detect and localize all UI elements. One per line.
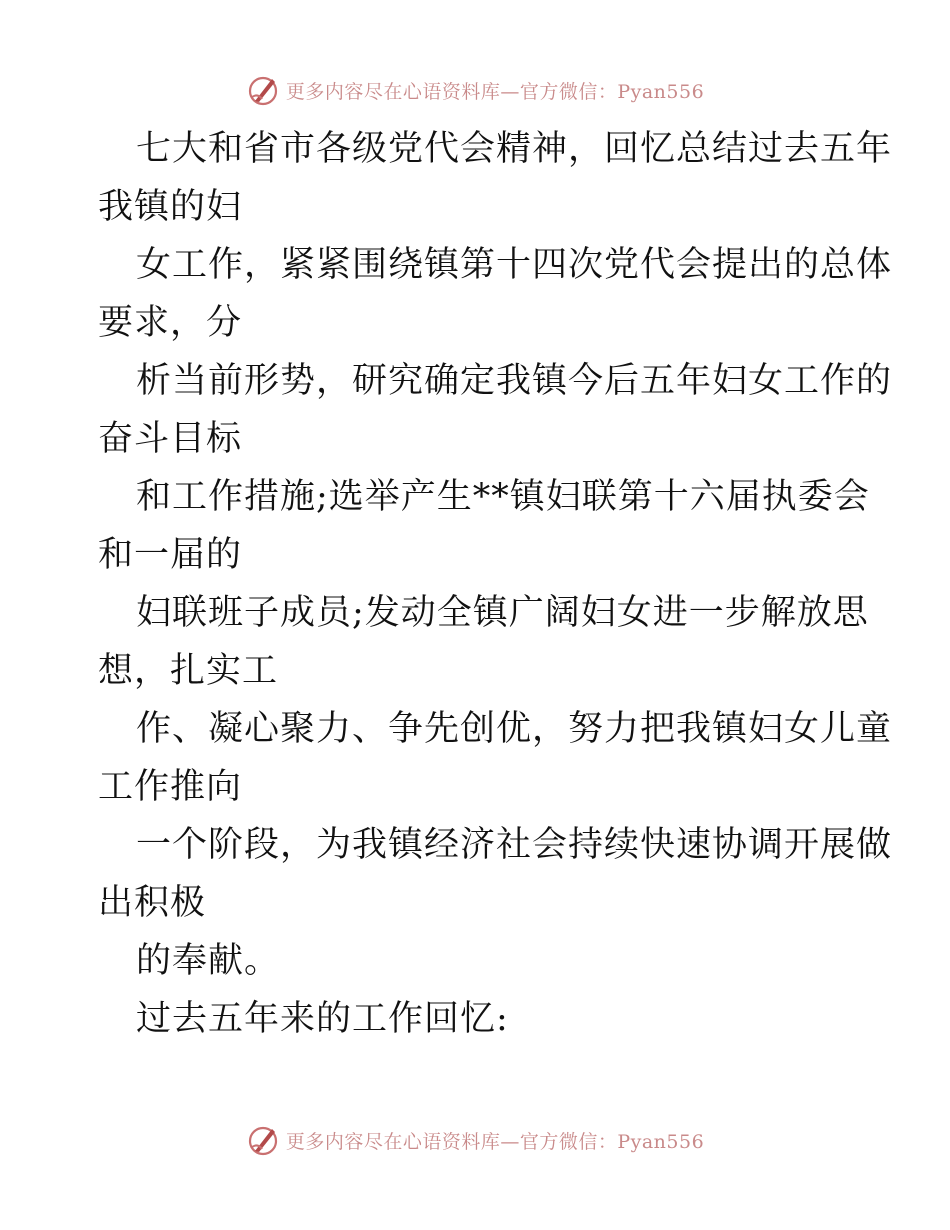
text-line: 和一届的 (98, 535, 243, 575)
header-watermark (0, 70, 950, 110)
text-line: 七大和省市各级党代会精神，回忆总结过去五年 (136, 129, 893, 169)
document-body (98, 120, 893, 1048)
text-line: 想，扎实工 (98, 651, 279, 691)
text-line: 女工作，紧紧围绕镇第十四次党代会提出的总体 (136, 245, 893, 285)
header-watermark-text: 更多内容尽在心语资料库—官方微信：Pyan556 (285, 80, 705, 103)
text-line: 要求，分 (98, 303, 243, 343)
text-line: 妇联班子成员;发动全镇广阔妇女进一步解放思 (136, 593, 869, 633)
footer-watermark-text: 更多内容尽在心语资料库—官方微信：Pyan556 (285, 1130, 705, 1153)
text-line: 工作推向 (98, 767, 243, 807)
text-line: 析当前形势，研究确定我镇今后五年妇女工作的 (136, 361, 893, 401)
quill-logo-icon (246, 1123, 280, 1157)
text-line: 奋斗目标 (98, 419, 243, 459)
footer-watermark (0, 1120, 950, 1160)
text-line: 和工作措施;选举产生**镇妇联第十六届执委会 (136, 477, 870, 517)
text-line: 我镇的妇 (98, 187, 243, 227)
quill-logo-icon (246, 73, 280, 107)
text-line: 出积极 (98, 883, 207, 923)
text-line: 一个阶段，为我镇经济社会持续快速协调开展做 (136, 825, 893, 865)
text-line: 过去五年来的工作回忆: (136, 999, 509, 1039)
text-line: 的奉献。 (136, 941, 281, 981)
text-line: 作、凝心聚力、争先创优，努力把我镇妇女儿童 (136, 709, 893, 749)
